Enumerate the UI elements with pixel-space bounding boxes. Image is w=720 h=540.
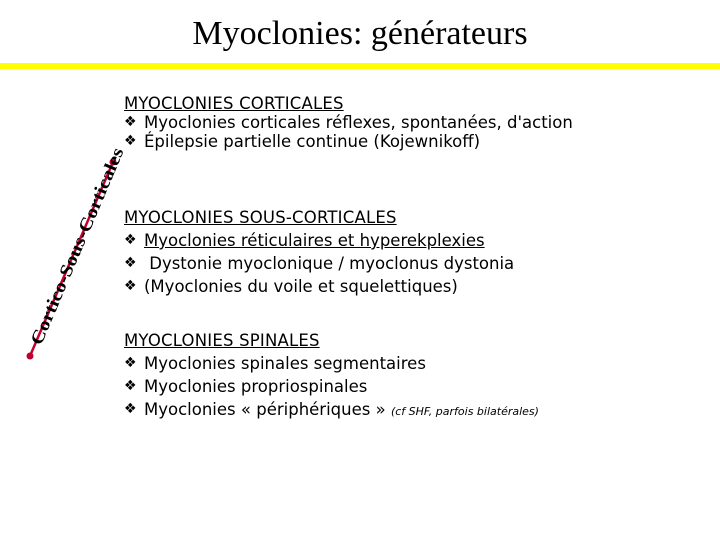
section-cortical	[124, 94, 594, 151]
diamond-bullet-icon	[124, 132, 137, 151]
item-note: (cf SHF, parfois bilatérales)	[390, 405, 539, 418]
list-item	[124, 252, 514, 275]
list-item	[124, 132, 594, 151]
diamond-bullet-icon	[124, 113, 137, 132]
section-heading: MYOCLONIES SPINALES	[124, 331, 320, 350]
list-item	[124, 229, 514, 252]
section-spinal	[124, 330, 539, 423]
section-heading: MYOCLONIES CORTICALES	[124, 94, 344, 113]
list-item	[124, 398, 539, 423]
axis-label: Cortico-Sous-Corticales	[26, 170, 117, 348]
cortico-subcortical-axis	[0, 0, 140, 400]
diamond-bullet-icon	[124, 229, 137, 252]
list-item	[124, 275, 514, 298]
item-text: Myoclonies propriospinales	[144, 377, 368, 396]
diamond-bullet-icon	[124, 375, 137, 398]
item-text: Épilepsie partielle continue (Kojewnikoff)	[144, 132, 481, 151]
list-item	[124, 375, 539, 398]
diamond-bullet-icon	[124, 352, 137, 375]
slide-title: Myoclonies: générateurs	[192, 15, 528, 52]
item-text: Myoclonies corticales réflexes, spontanées, d'action	[144, 113, 573, 132]
diamond-bullet-icon	[124, 275, 137, 298]
list-item	[124, 352, 539, 375]
list-item	[124, 113, 594, 132]
section-subcortical	[124, 207, 514, 298]
item-text: Myoclonies « périphériques »	[144, 400, 386, 419]
diamond-bullet-icon	[124, 252, 137, 275]
item-text: Dystonie myoclonique / myoclonus dystonia	[144, 254, 515, 273]
item-text: (Myoclonies du voile et squelettiques)	[144, 277, 458, 296]
axis-endpoint-bottom	[27, 353, 34, 360]
section-heading: MYOCLONIES SOUS-CORTICALES	[124, 208, 397, 227]
diamond-bullet-icon	[124, 398, 137, 421]
item-text: Myoclonies spinales segmentaires	[144, 354, 426, 373]
item-text: Myoclonies réticulaires et hyperekplexies	[144, 231, 485, 250]
